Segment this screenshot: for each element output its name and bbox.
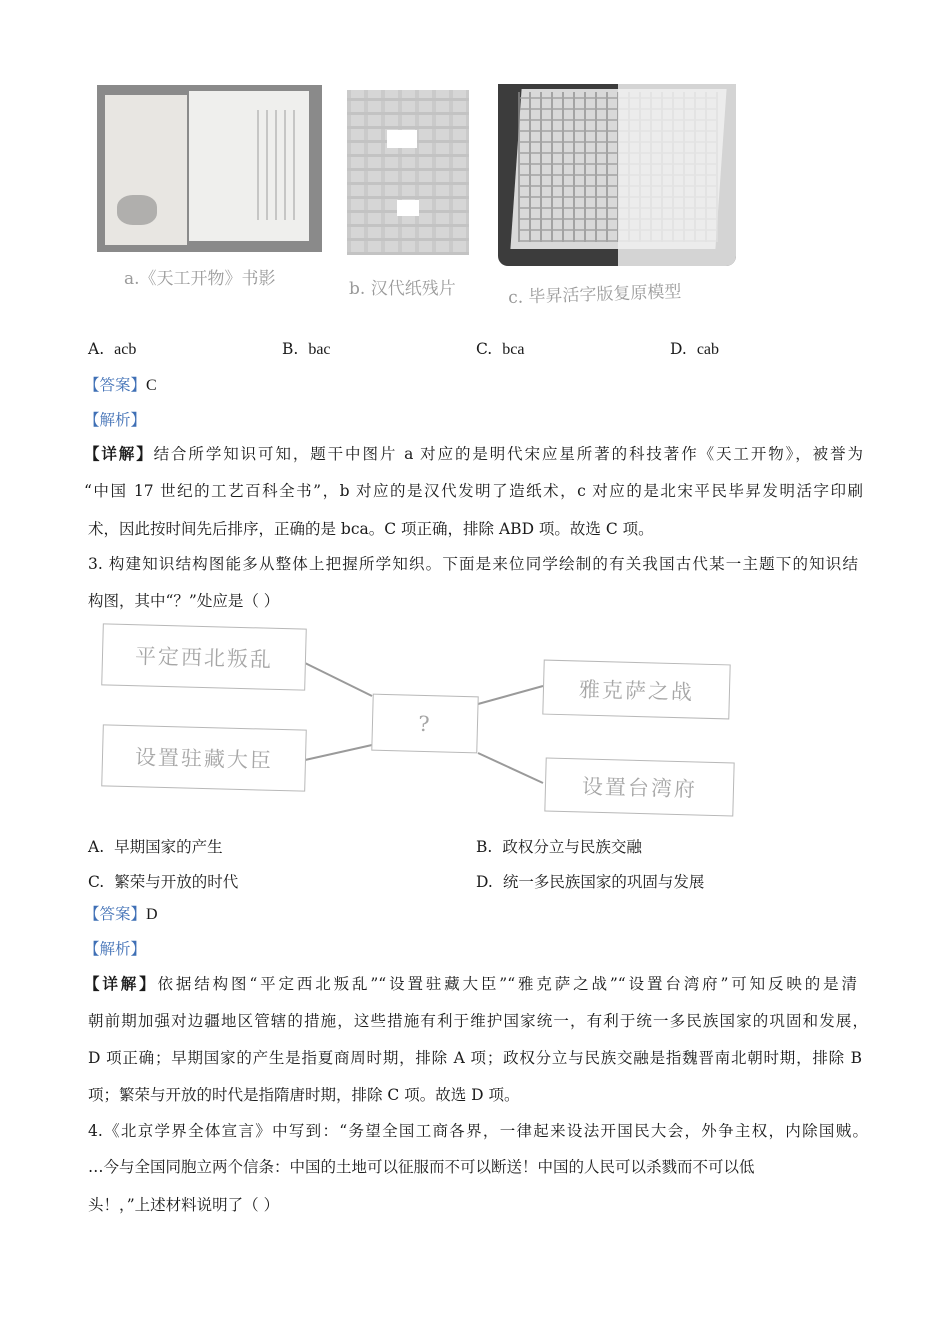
detail-line <box>84 444 863 464</box>
option-c <box>476 340 524 359</box>
option-b <box>476 835 642 857</box>
option-key: B. <box>476 838 493 856</box>
option-a <box>88 340 136 359</box>
question-stem: 3. 构建知识结构图能多从整体上把握所学知织。下面是来位同学绘制的有关我国古代某一主题下的知识结 <box>88 555 858 573</box>
option-text: 统一多民族国家的巩固与发展 <box>502 873 705 891</box>
option-key: D. <box>476 873 493 891</box>
answer-label: 【答案】 <box>84 905 147 923</box>
diagram-box-right-2: 设置台湾府 <box>544 758 734 817</box>
option-text: cab <box>696 341 720 358</box>
option-text: bca <box>502 341 525 358</box>
answer-value: D <box>146 906 158 923</box>
question-stem: …今与全国同胞立两个信条：中国的土地可以征服而不可以断送！中国的人民可以杀戮而不可以低 <box>88 1158 755 1176</box>
option-b <box>282 340 331 359</box>
option-c <box>88 870 238 892</box>
option-key: C. <box>88 873 105 891</box>
detail-line: D 项正确；早期国家的产生是指夏商周时期，排除 A 项；政权分立与民族交融是指魏晋南北朝时期，排除 B <box>88 1049 862 1067</box>
option-text: acb <box>114 341 137 358</box>
option-key: C. <box>476 340 493 358</box>
detail-line: “中国 17 世纪的工艺百科全书”，b 对应的是汉代发明了造纸术，c 对应的是北宋平民毕昇发明活字印刷 <box>84 482 863 500</box>
diagram-box-center: ? <box>371 694 478 754</box>
analysis-label: 【解析】 <box>84 940 147 958</box>
option-d <box>670 340 719 359</box>
diagram-box-left-2: 设置驻藏大臣 <box>101 724 307 791</box>
figure-tiangong-kaiwu <box>97 85 322 252</box>
figure-caption-c: c. 毕昇活字版复原模型 <box>507 281 682 309</box>
option-a <box>88 835 223 857</box>
answer-line <box>84 904 158 925</box>
detail-text: 结合所学知识可知，题干中图片 a 对应的是明代宋应星所著的科技著作《天工开物》，被誉为 <box>153 445 863 463</box>
option-key: D. <box>670 340 687 358</box>
option-text: bac <box>308 341 331 358</box>
diagram-box-left-1: 平定西北叛乱 <box>101 623 307 690</box>
answer-value: C <box>146 377 157 394</box>
detail-line <box>84 974 857 994</box>
option-key: A. <box>88 340 105 358</box>
option-text: 政权分立与民族交融 <box>502 838 642 856</box>
option-key: B. <box>282 340 299 358</box>
diagram-box-right-1: 雅克萨之战 <box>542 660 730 720</box>
figure-movable-type-model <box>498 84 736 266</box>
question-stem: 4.《北京学界全体宣言》中写到：“务望全国工商各界，一律起来设法开国民大会，外争主权，内除国贼。 <box>88 1122 868 1140</box>
answer-line <box>84 375 157 396</box>
analysis-label: 【解析】 <box>84 411 147 429</box>
figure-caption-b: b. 汉代纸残片 <box>349 279 456 299</box>
detail-line: 朝前期加强对边疆地区管辖的措施，这些措施有利于维护国家统一，有利于统一多民族国家的巩固和发展， <box>88 1012 868 1030</box>
option-text: 早期国家的产生 <box>114 838 223 856</box>
detail-line: 项；繁荣与开放的时代是指隋唐时期，排除 C 项。故选 D 项。 <box>88 1086 520 1104</box>
answer-label: 【答案】 <box>84 376 147 394</box>
figure-caption-a: a.《天工开物》书影 <box>124 269 276 289</box>
option-d <box>476 870 704 892</box>
detail-text: 依据结构图“平定西北叛乱”“设置驻藏大臣”“雅克萨之战”“设置台湾府”可知反映的是清 <box>157 975 857 993</box>
figure-han-paper <box>347 90 469 255</box>
detail-line: 术，因此按时间先后排序，正确的是 bca。C 项正确，排除 ABD 项。故选 C 项。 <box>88 520 654 538</box>
option-text: 繁荣与开放的时代 <box>114 873 239 891</box>
question-stem: 头！，”上述材料说明了（ ） <box>88 1196 280 1214</box>
detail-label: 【详解】 <box>84 444 154 463</box>
detail-label: 【详解】 <box>84 974 158 993</box>
option-key: A. <box>88 838 105 856</box>
question-stem: 构图，其中“？”处应是（ ） <box>88 592 280 610</box>
